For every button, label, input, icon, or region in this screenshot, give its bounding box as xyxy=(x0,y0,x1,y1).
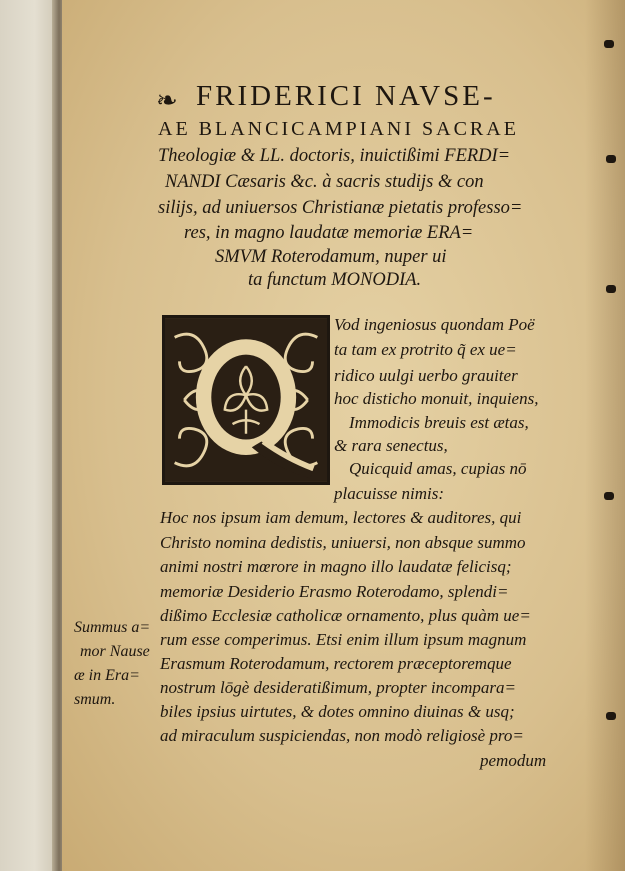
body-line-16: nostrum lōgè desideratißimum, propter incompara= xyxy=(160,678,517,697)
binding-thread-mark xyxy=(606,285,616,293)
body-line-18: ad miraculum suspiciendas, non modò religiosè pro= xyxy=(160,726,524,745)
body-line-5: Immodicis breuis est ætas, xyxy=(349,413,529,432)
title-line-7: SMVM Roterodamum, nuper ui xyxy=(215,247,447,267)
title-line-6: res, in magno laudatæ memoriæ ERA= xyxy=(184,223,474,243)
body-line-4: hoc disticho monuit, inquiens, xyxy=(334,389,539,408)
margin-note-line-3: æ in Era= xyxy=(74,667,140,684)
body-line-13: dißimo Ecclesiæ catholicæ ornamento, plus quàm ue= xyxy=(160,606,531,625)
fleuron-icon: ❧ xyxy=(156,86,178,115)
title-line-3: Theologiæ & LL. doctoris, inuictißimi FERDI= xyxy=(158,146,511,166)
floral-initial-icon xyxy=(165,318,327,482)
body-line-6: & rara senectus, xyxy=(334,436,448,455)
margin-note-line-1: Summus a= xyxy=(74,619,151,636)
binding-thread-mark xyxy=(606,712,616,720)
body-line-19: pemodum xyxy=(480,751,547,770)
body-line-1: Vod ingeniosus quondam Poë xyxy=(334,315,535,334)
margin-note-line-4: smum. xyxy=(74,691,116,708)
title-line-4: NANDI Cæsaris &c. à sacris studijs & con xyxy=(165,172,484,192)
title-line-1: FRIDERICI NAVSE- xyxy=(196,80,496,112)
body-line-15: Erasmum Roterodamum, rectorem præceptoremque xyxy=(160,654,512,673)
body-line-8: placuisse nimis: xyxy=(334,484,445,503)
body-line-3: ridico uulgi uerbo grauiter xyxy=(334,366,518,385)
title-line-2: AE BLANCICAMPIANI SACRAE xyxy=(158,118,519,140)
body-line-2: ta tam ex protrito q̃ ex ue= xyxy=(334,340,517,359)
body-line-9: Hoc nos ipsum iam demum, lectores & auditores, qui xyxy=(160,508,522,527)
margin-note-line-2: mor Nause xyxy=(80,643,150,660)
binding-thread-mark xyxy=(604,40,614,48)
body-line-17: biles ipsius uirtutes, & dotes omnino diuinas & usq; xyxy=(160,702,515,721)
body-line-12: memoriæ Desiderio Erasmo Roterodamo, splendi= xyxy=(160,582,509,601)
title-line-5: silijs, ad uniuersos Christianæ pietatis professo= xyxy=(158,198,523,218)
title-line-8: ta functum MONODIA. xyxy=(248,270,422,290)
body-line-10: Christo nomina dedistis, uniuersi, non absque summo xyxy=(160,533,526,552)
facing-page-edge xyxy=(0,0,58,871)
body-line-11: animi nostri mœrore in magno illo laudatæ felicisq; xyxy=(160,557,512,576)
body-line-7: Quicquid amas, cupias nō xyxy=(349,459,527,478)
binding-thread-mark xyxy=(604,492,614,500)
decorated-initial-q xyxy=(162,315,330,485)
body-line-14: rum esse comperimus. Etsi enim illum ipsum magnum xyxy=(160,630,527,649)
binding-thread-mark xyxy=(606,155,616,163)
